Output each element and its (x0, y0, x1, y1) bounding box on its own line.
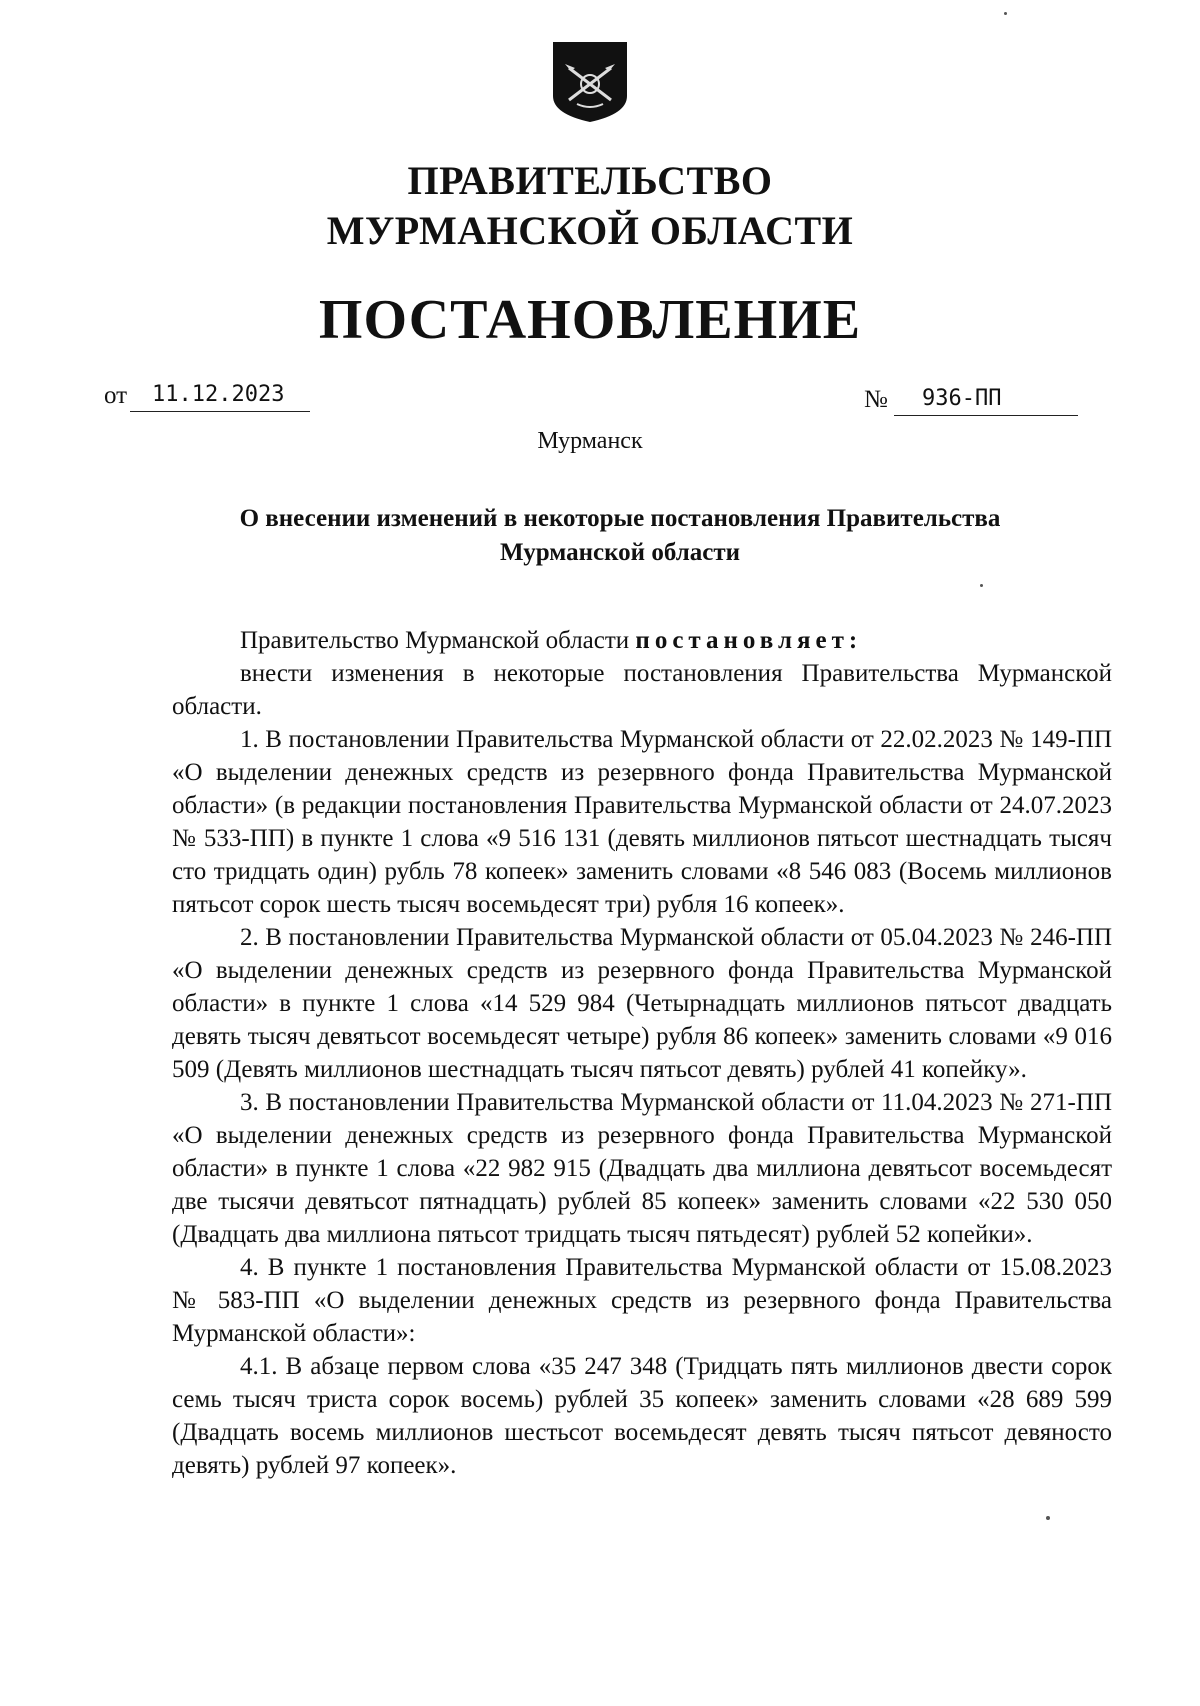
number-label: № (864, 386, 888, 413)
subject-line-1: О внесении изменений в некоторые постановления Правительства (239, 505, 1001, 532)
intro-paragraph (172, 624, 1112, 657)
document-number: 936-ПП (894, 386, 1078, 416)
item-3-paragraph: 3. В постановлении Правительства Мурманской области от 11.04.2023 № 271-ПП «О выделении денежных средств из резервного фонда Правительства Мурманской области» в пункте 1 слова «22 982 915 (Двадцать два миллиона девятьсот восемьдесят две тысячи девятьсот пятнадцать) рублей 85 копеек» заменить словами «22 530 050 (Двадцать два миллиона пятьсот тридцать тысяч пятьдесят) рублей 52 копейки». (172, 1089, 1112, 1248)
intro-decree-word: постановляет: (635, 627, 863, 654)
intro-prefix: Правительство Мурманской области (240, 627, 636, 654)
scan-speck (1046, 1516, 1050, 1520)
scan-speck (1004, 12, 1007, 15)
subject-line-2: Мурманской области (499, 539, 741, 566)
coat-of-arms-emblem (547, 38, 633, 124)
item-4-paragraph: 4. В пункте 1 постановления Правительства Мурманской области от 15.08.2023 № 583-ПП «О выделении денежных средств из резервного фонда Правительства Мурманской области»: (172, 1254, 1112, 1347)
item-1-paragraph: 1. В постановлении Правительства Мурманской области от 22.02.2023 № 149-ПП «О выделении денежных средств из резервного фонда Правительства Мурманской области» (в редакции постановления Правительства Мурманской области от 24.07.2023 № 533-ПП) в пункте 1 слова «9 516 131 (девять миллионов пятьсот шестнадцать тысяч сто тридцать один) рубль 78 копеек» заменить словами «8 546 083 (Восемь миллионов пятьсот сорок шесть тысяч восемьдесят три) рубля 16 копеек». (172, 726, 1112, 918)
city-name: Мурманск (537, 428, 643, 454)
date-label: от (104, 382, 128, 409)
document-date: 11.12.2023 (130, 382, 310, 412)
scan-speck (980, 584, 983, 587)
document-subject (160, 502, 1080, 570)
organization-name-line-1: ПРАВИТЕЛЬСТВО (407, 158, 773, 203)
intro-text-paragraph: внести изменения в некоторые постановления Правительства Мурманской области. (172, 660, 1112, 720)
organization-name-line-2: МУРМАНСКОЙ ОБЛАСТИ (326, 208, 854, 253)
document-type-title: ПОСТАНОВЛЕНИЕ (318, 289, 862, 351)
document-body (172, 624, 1112, 1482)
item-2-paragraph: 2. В постановлении Правительства Мурманской области от 05.04.2023 № 246-ПП «О выделении денежных средств из резервного фонда Правительства Мурманской области» в пункте 1 слова «14 529 984 (Четырнадцать миллионов пятьсот двадцать девять тысяч девятьсот восемьдесят четыре) рубля 86 копеек» заменить словами «9 016 509 (Девять миллионов шестнадцать тысяч пятьсот девять) рублей 41 копейку». (172, 924, 1112, 1083)
item-4-1-paragraph: 4.1. В абзаце первом слова «35 247 348 (Тридцать пять миллионов двести сорок семь тысяч триста сорок восемь) рублей 35 копеек» заменить словами «28 689 599 (Двадцать восемь миллионов шестьсот восемьдесят девять тысяч пятьсот девяносто девять) рублей 97 копеек». (172, 1353, 1112, 1479)
